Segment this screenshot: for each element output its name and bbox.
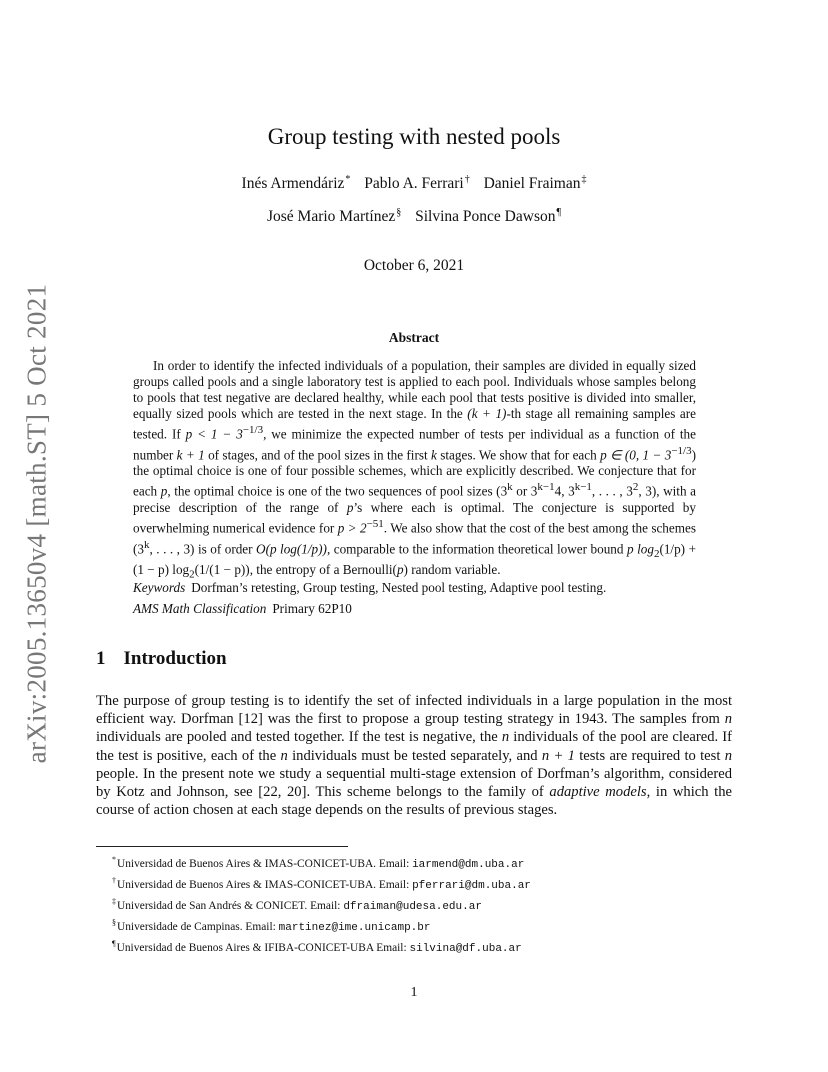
arxiv-side-identifier [22, 283, 52, 763]
section-heading [96, 648, 227, 670]
keywords-text: Dorfman’s retesting, Group testing, Nested pool testing, Adaptive pool testing. [191, 580, 607, 595]
section-number: 1 [96, 648, 106, 669]
paper-date: October 6, 2021 [363, 257, 465, 274]
footnote: *Universidad de Buenos Aires & IMAS-CONICET-UBA. Email: iarmend@dm.uba.ar [112, 855, 525, 871]
ams-label: AMS Math Classification [133, 601, 267, 616]
email-text: pferrari@dm.uba.ar [412, 879, 531, 892]
author: José Mario Martínez§ [266, 207, 402, 226]
email-text: silvina@df.uba.ar [409, 943, 522, 956]
author-line-1 [0, 174, 828, 193]
section-title-text: Introduction [123, 648, 227, 669]
footnote: †Universidad de Buenos Aires & IMAS-CONICET-UBA. Email: pferrari@dm.uba.ar [112, 876, 531, 892]
arxiv-identifier-text: arXiv:2005.13650v4 [math.ST] 5 Oct 2021 [21, 283, 52, 763]
footnote: ¶Universidad de Buenos Aires & IFIBA-CONICET-UBA Email: silvina@df.uba.ar [112, 939, 522, 956]
abstract-heading: Abstract [388, 330, 440, 345]
author: Pablo A. Ferrari† [364, 174, 470, 193]
footnote: §Universidade de Campinas. Email: martinez@ime.unicamp.br [112, 918, 431, 935]
email-text: dfraiman@udesa.edu.ar [343, 900, 482, 913]
footnote-divider [96, 846, 348, 847]
ams-classification [133, 601, 696, 617]
author: Inés Armendáriz* [241, 174, 351, 193]
keywords [133, 580, 696, 596]
email-text: martinez@ime.unicamp.br [278, 922, 431, 935]
author: Daniel Fraiman‡ [483, 174, 587, 193]
keywords-label: Keywords [133, 580, 186, 595]
email-text: iarmend@dm.uba.ar [412, 858, 525, 871]
page-number: 1 [410, 985, 418, 1000]
author: Silvina Ponce Dawson¶ [415, 207, 562, 226]
introduction-paragraph: The purpose of group testing is to identify the set of infected individuals in a large population in the most efficient way. Dorfman [12] was the first to propose a group testing strategy in 1943. The samples from n individuals are pooled and tested together. If the test is negative, the n individuals of the pool are cleared. If the test is positive, each of the n individuals must be tested separately, and n + 1 tests are required to test n people. In the present note we study a sequential multi-stage extension of Dorfman’s algorithm, considered by Kotz and Johnson, see [22, 20]. This scheme belongs to the family of adaptive models, in which the course of action chosen at each stage depends on the results of previous stages. [96, 693, 732, 819]
abstract-text: In order to identify the infected individuals of a population, their samples are divided in equally sized groups called pools and a single laboratory test is applied to each pool. Individuals whose samples belong to pools that test negative are declared healthy, while each pool that tests positive is divided into smaller, equally sized pools which are tested in the next stage. In the (k + 1)-th stage all remaining samples are tested. If $p < 1 - 3^{-1/3}$, we minimize the expected number of tests per individual as a function of the number k + 1 of stages, and of the pool sizes in the first k stages. We show that for each p ∈ (0, $1 - 3^{-1/3}$) the optimal choice is one of four possible schemes, which are explicitly described. We conjecture that for each p, the optimal choice is one of the two sequences of pool sizes (3$^k$ or $3^{k-1}4$, $3^{k-1}$, . . . , $3^2$, 3), with a precise description of the range of p’s where each is optimal. The conjecture is supported by overwhelming numerical evidence for $p > 2^{-51}$. We also show that the cost of the best among the schemes (3$^k$, . . . , 3) is of order O(p log(1/p)), comparable to the information theoretical lower bound p $\log_2(1/p) + (1 - p) \log_2(1/(1 - p))$, the entropy of a Bernoulli(p) random variable. [133, 358, 697, 581]
footnote: ‡Universidad de San Andrés & CONICET. Email: dfraiman@udesa.edu.ar [112, 897, 482, 913]
footnotes [112, 852, 531, 957]
author-line-2 [0, 207, 828, 226]
paper-title: Group testing with nested pools [267, 124, 561, 149]
ams-text: Primary 62P10 [272, 601, 352, 616]
